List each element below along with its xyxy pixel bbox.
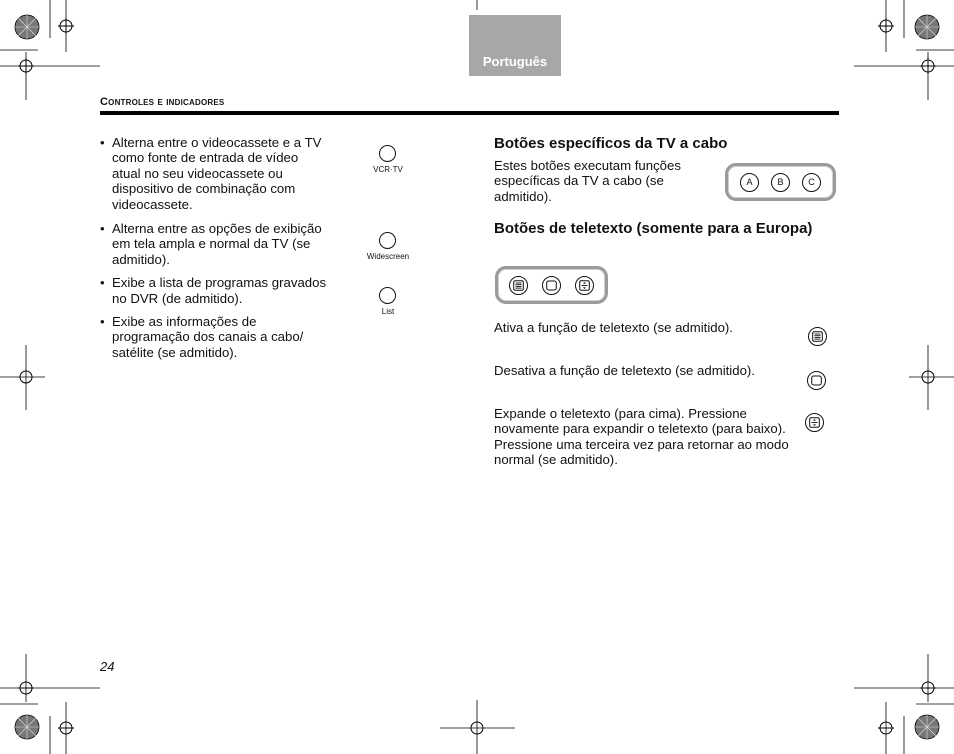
teletext-on-description: Ativa a função de teletexto (se admitido). bbox=[494, 320, 733, 335]
vcr-tv-button-icon bbox=[379, 145, 396, 162]
teletext-on-icon bbox=[808, 327, 827, 346]
list-button-icon bbox=[379, 287, 396, 304]
language-tab: Português bbox=[469, 15, 561, 76]
vcr-tv-label: VCR·TV bbox=[373, 165, 403, 174]
teletext-heading: Botões de teletexto (somente para a Europa) bbox=[494, 220, 813, 237]
cable-heading: Botões específicos da TV a cabo bbox=[494, 135, 728, 152]
list-item: • Alterna entre as opções de exibição em tela ampla e normal da TV (se admitido). bbox=[98, 221, 328, 267]
section-title: Controles e indicadores bbox=[100, 96, 225, 108]
list-item: • Alterna entre o videocassete e a TV como fonte de entrada de vídeo atual no seu videocassete ou dispositivo de combinação com videocassete. bbox=[98, 135, 328, 212]
button-description-list bbox=[98, 135, 328, 360]
list-label: List bbox=[381, 307, 395, 316]
key-b: B bbox=[771, 173, 790, 192]
list-item: • Exibe as informações de programação dos canais a cabo/ satélite (se admitido). bbox=[98, 314, 328, 360]
widescreen-label: Widescreen bbox=[366, 252, 410, 261]
teletext-off-description: Desativa a função de teletexto (se admitido). bbox=[494, 363, 755, 378]
teletext-keys-panel bbox=[495, 266, 608, 304]
section-divider bbox=[100, 111, 839, 115]
teletext-off-icon bbox=[807, 371, 826, 390]
teletext-expand-icon bbox=[575, 276, 594, 295]
cable-description: Estes botões executam funções específicas da TV a cabo (se admitido). bbox=[494, 158, 681, 204]
teletext-on-icon bbox=[509, 276, 528, 295]
teletext-expand-description: Expande o teletexto (para cima). Pressione novamente para expandir o teletexto (para baixo). Pressione uma terceira vez para retornar ao modo normal (se admitido). bbox=[494, 406, 789, 468]
page-number: 24 bbox=[100, 659, 115, 674]
widescreen-button-icon bbox=[379, 232, 396, 249]
list-item: • Exibe a lista de programas gravados no DVR (de admitido). bbox=[98, 275, 328, 306]
teletext-expand-icon bbox=[805, 413, 824, 432]
key-a: A bbox=[740, 173, 759, 192]
teletext-off-icon bbox=[542, 276, 561, 295]
cable-keys-panel bbox=[725, 163, 836, 201]
key-c: C bbox=[802, 173, 821, 192]
